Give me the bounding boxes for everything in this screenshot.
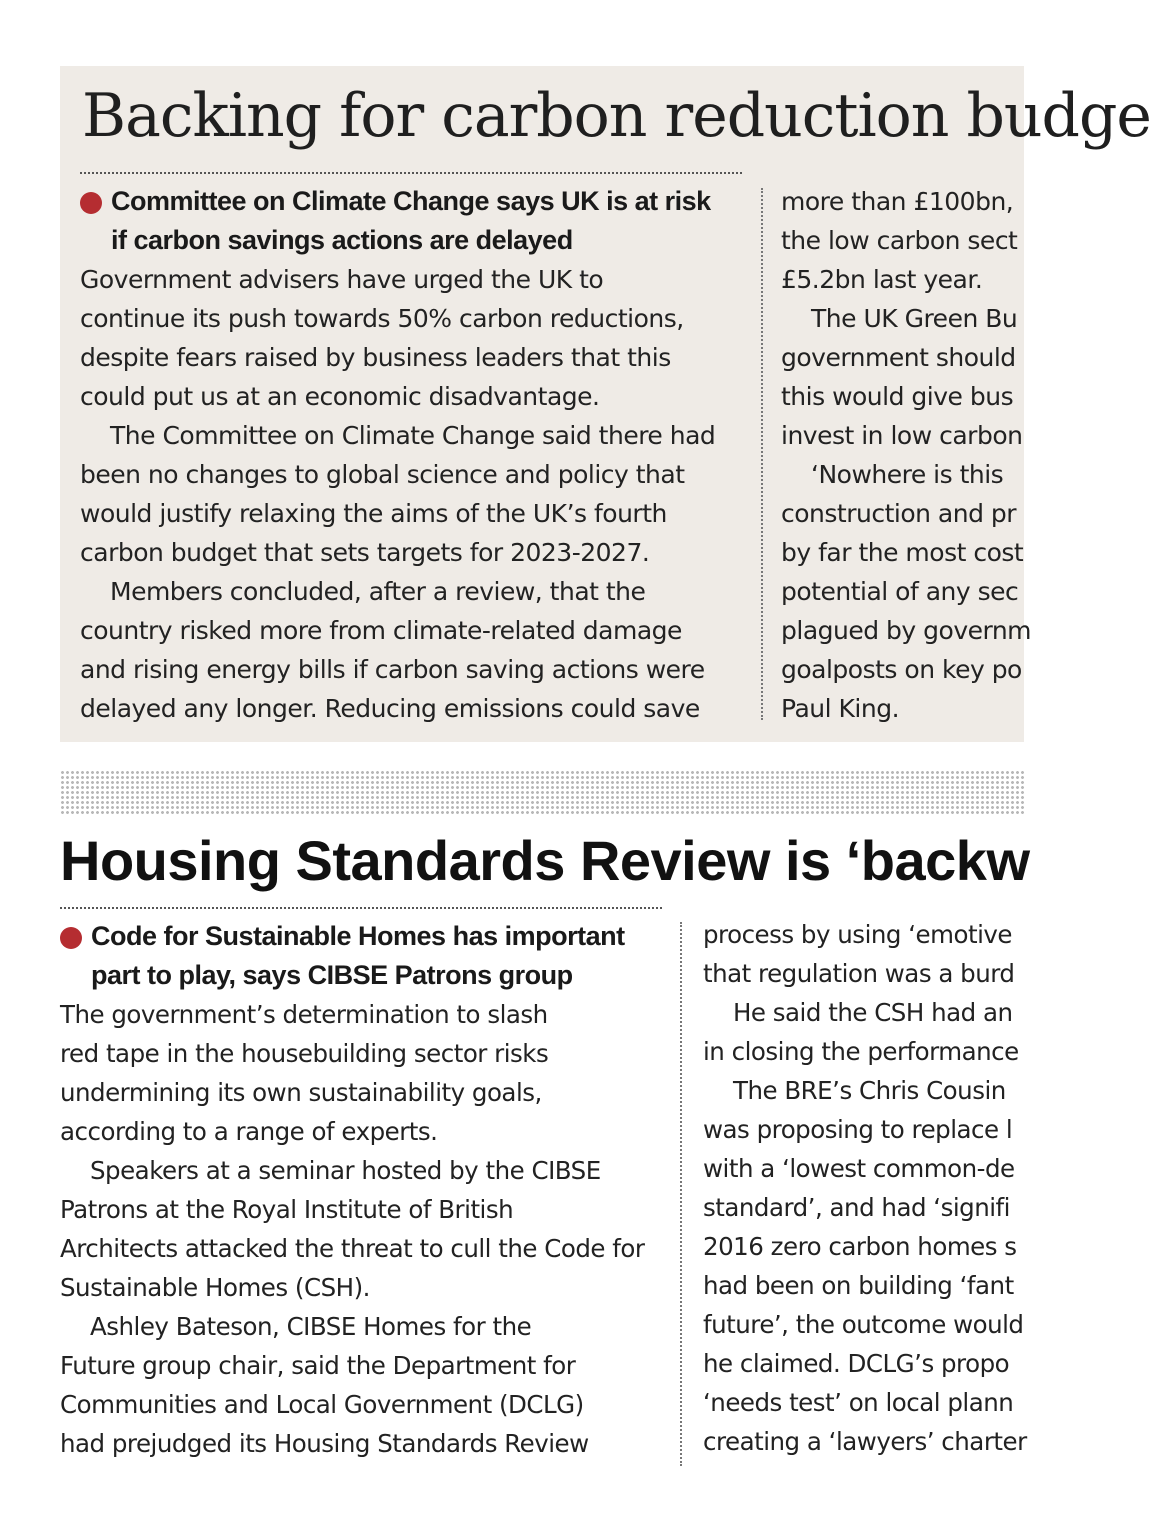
text-line: this would give bus (781, 382, 1014, 411)
text-line: standard’, and had ‘signifi (703, 1193, 1010, 1222)
text-line: creating a ‘lawyers’ charter (703, 1427, 1027, 1456)
article-title: Backing for carbon reduction budge (82, 81, 1151, 151)
text-line: had prejudged its Housing Standards Review (60, 1429, 589, 1458)
text-line: Paul King. (781, 694, 900, 723)
text-line: Patrons at the Royal Institute of British (60, 1195, 514, 1224)
text-line: Ashley Bateson, CIBSE Homes for the (90, 1312, 532, 1341)
article-column-right (781, 182, 1081, 728)
kicker-line: Committee on Climate Change says UK is at risk (111, 186, 711, 216)
text-line: future’, the outcome would (703, 1310, 1024, 1339)
text-line: ‘needs test’ on local plann (703, 1388, 1014, 1417)
text-line: despite fears raised by business leaders that this (80, 343, 671, 372)
text-line: red tape in the housebuilding sector risks (60, 1039, 549, 1068)
text-line: construction and pr (781, 499, 1017, 528)
column-divider (761, 188, 763, 720)
text-line: The government’s determination to slash (60, 1000, 548, 1029)
text-line: Architects attacked the threat to cull the Code for (60, 1234, 645, 1263)
article-kicker (80, 182, 742, 260)
text-line: undermining its own sustainability goals, (60, 1078, 542, 1107)
text-line: The Committee on Climate Change said there had (110, 421, 716, 450)
text-line: The BRE’s Chris Cousin (733, 1076, 1006, 1105)
kicker-line: part to play, says CIBSE Patrons group (91, 960, 573, 990)
text-line: goalposts on key po (781, 655, 1022, 684)
text-line: Communities and Local Government (DCLG) (60, 1390, 584, 1419)
text-line: more than £100bn, (781, 187, 1014, 216)
article-column-left (60, 917, 662, 1463)
text-line: in closing the performance (703, 1037, 1019, 1066)
text-line: was proposing to replace l (703, 1115, 1013, 1144)
kicker-line: if carbon savings actions are delayed (111, 225, 573, 255)
title-divider (80, 172, 742, 174)
article-column-left (80, 182, 742, 728)
text-line: government should (781, 343, 1016, 372)
text-line: Members concluded, after a review, that the (110, 577, 646, 606)
text-line: He said the CSH had an (733, 998, 1013, 1027)
text-line: Speakers at a seminar hosted by the CIBSE (90, 1156, 601, 1185)
bullet-dot-icon (60, 927, 82, 949)
column-divider (680, 922, 682, 1466)
text-line: would justify relaxing the aims of the UK’s fourth (80, 499, 667, 528)
halftone-separator (60, 770, 1024, 816)
text-line: continue its push towards 50% carbon reductions, (80, 304, 684, 333)
text-line: according to a range of experts. (60, 1117, 438, 1146)
text-line: Future group chair, said the Department for (60, 1351, 576, 1380)
article-title: Housing Standards Review is ‘backw (60, 829, 1030, 892)
text-line: ‘Nowhere is this (811, 460, 1004, 489)
text-line: and rising energy bills if carbon saving actions were (80, 655, 705, 684)
text-line: he claimed. DCLG’s propo (703, 1349, 1010, 1378)
text-line: Sustainable Homes (CSH). (60, 1273, 370, 1302)
text-line: the low carbon sect (781, 226, 1018, 255)
title-divider (60, 907, 662, 909)
text-line: carbon budget that sets targets for 2023-2027. (80, 538, 650, 567)
bullet-dot-icon (80, 192, 102, 214)
text-line: potential of any sec (781, 577, 1019, 606)
article-kicker (60, 917, 662, 995)
text-line: by far the most cost (781, 538, 1024, 567)
text-line: had been on building ‘fant (703, 1271, 1014, 1300)
article-column-right (703, 915, 1027, 1461)
text-line: with a ‘lowest common-de (703, 1154, 1015, 1183)
text-line: country risked more from climate-related damage (80, 616, 682, 645)
text-line: The UK Green Bu (811, 304, 1018, 333)
text-line: 2016 zero carbon homes s (703, 1232, 1017, 1261)
article-carbon-budget (60, 66, 1151, 742)
text-line: process by using ‘emotive (703, 920, 1012, 949)
text-line: that regulation was a burd (703, 959, 1015, 988)
text-line: plagued by governm (781, 616, 1032, 645)
text-line: delayed any longer. Reducing emissions could save (80, 694, 700, 723)
text-line: Government advisers have urged the UK to (80, 265, 604, 294)
text-line: invest in low carbon (781, 421, 1023, 450)
text-line: been no changes to global science and policy that (80, 460, 685, 489)
text-line: could put us at an economic disadvantage. (80, 382, 600, 411)
text-line: £5.2bn last year. (781, 265, 983, 294)
kicker-line: Code for Sustainable Homes has important (91, 921, 625, 951)
